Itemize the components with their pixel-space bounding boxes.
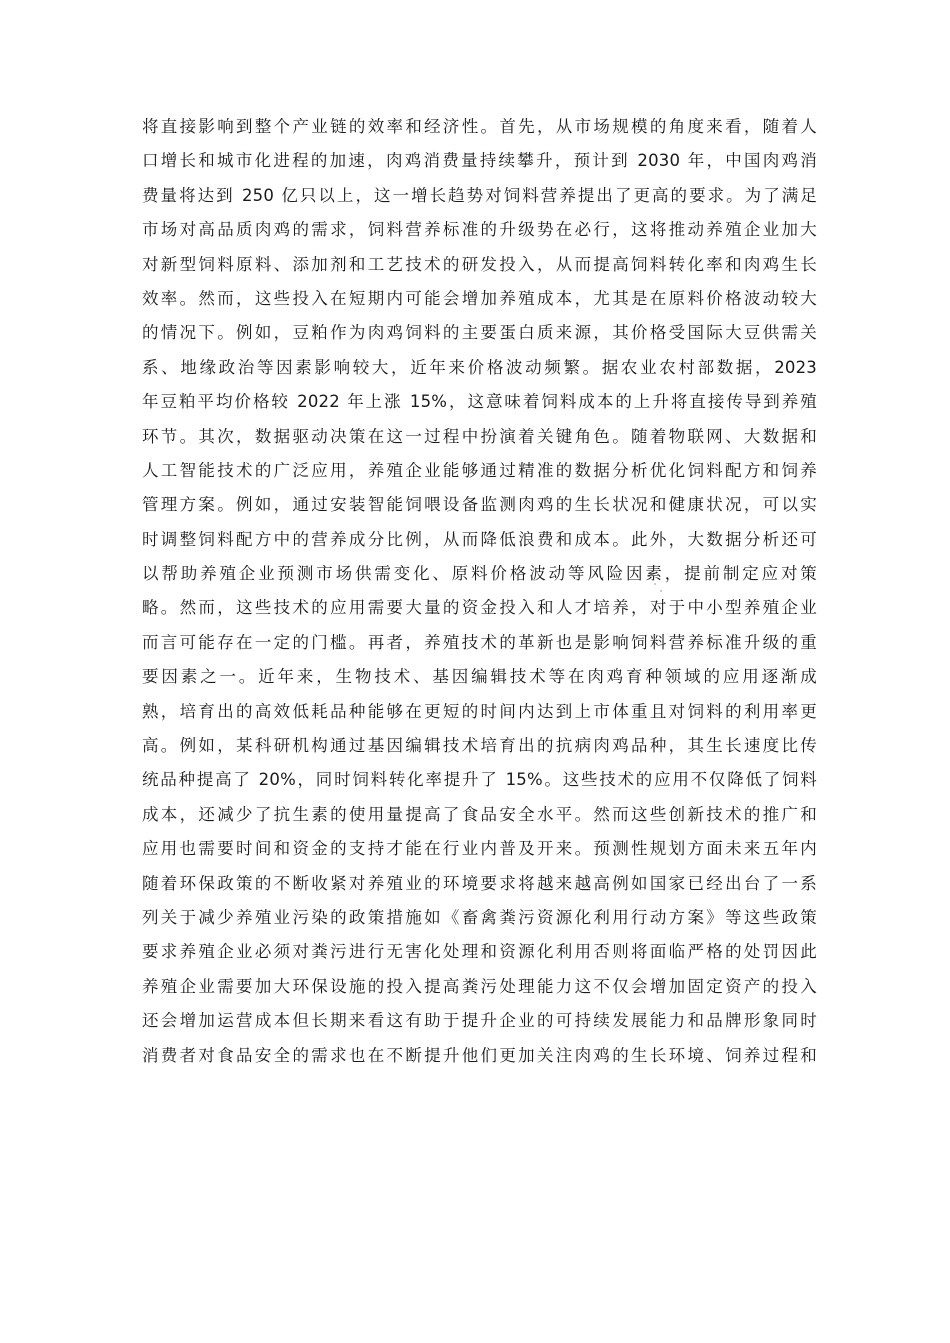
text-line: 环节。其次，数据驱动决策在这一过程中扮演着关键角色。随着物联网、大数据和 — [142, 426, 817, 446]
text-line: 将直接影响到整个产业链的效率和经济性。首先，从市场规模的角度来看，随着人 — [142, 117, 817, 136]
text-line: 熟，培育出的高效低耗品种能够在更短的时间内达到上市体重且对饲料的利用率更 — [142, 701, 817, 721]
text-line: 列关于减少养殖业污染的政策措施如《畜禽粪污资源化利用行动方案》等这些政策 — [142, 907, 817, 927]
text-line: 还会增加运营成本但长期来看这有助于提升企业的可持续发展能力和品牌形象同时 — [142, 1011, 817, 1031]
text-line: 随着环保政策的不断收紧对养殖业的环境要求将越来越高例如国家已经出台了一系 — [142, 873, 817, 893]
text-line: 以帮助养殖企业预测市场供需变化、原料价格波动等风险因素，提前制定应对策 — [142, 564, 817, 584]
text-line: 养殖企业需要加大环保设施的投入提高粪污处理能力这不仅会增加固定资产的投入 — [142, 976, 817, 996]
text-line: 成本，还减少了抗生素的使用量提高了食品安全水平。然而这些创新技术的推广和 — [142, 804, 817, 824]
text-line: 对新型饲料原料、添加剂和工艺技术的研发投入，从而提高饲料转化率和肉鸡生长 — [142, 254, 817, 274]
text-line: 而言可能存在一定的门槛。再者，养殖技术的革新也是影响饲料营养标准升级的重 — [142, 632, 817, 652]
text-line: 略。然而，这些技术的应用需要大量的资金投入和人才培养，对于中小型养殖企业 — [142, 598, 817, 618]
text-line: 效率。然而，这些投入在短期内可能会增加养殖成本，尤其是在原料价格波动较大 — [142, 288, 817, 308]
body-text — [142, 110, 817, 1073]
text-line: 消费者对食品安全的需求也在不断提升他们更加关注肉鸡的生长环境、饲养过程和 — [142, 1045, 817, 1065]
text-line: 口增长和城市化进程的加速，肉鸡消费量持续攀升，预计到 2030 年，中国肉鸡消 — [142, 151, 817, 171]
text-line: 统品种提高了 20%，同时饲料转化率提升了 15%。这些技术的应用不仅降低了饲料 — [142, 770, 817, 790]
text-line: 年豆粕平均价格较 2022 年上涨 15%，这意味着饲料成本的上升将直接传导到养殖 — [142, 392, 817, 412]
text-line: 要求养殖企业必须对粪污进行无害化处理和资源化利用否则将面临严格的处罚因此 — [142, 942, 817, 962]
scan-speck — [660, 590, 662, 592]
text-line: 系、地缘政治等因素影响较大，近年来价格波动频繁。据农业农村部数据，2023 — [142, 357, 817, 377]
text-line: 的情况下。例如，豆粕作为肉鸡饲料的主要蛋白质来源，其价格受国际大豆供需关 — [142, 323, 817, 343]
text-line: 费量将达到 250 亿只以上，这一增长趋势对饲料营养提出了更高的要求。为了满足 — [142, 185, 817, 205]
scan-speck — [654, 583, 656, 585]
text-line: 应用也需要时间和资金的支持才能在行业内普及开来。预测性规划方面未来五年内 — [142, 839, 817, 859]
text-line: 要因素之一。近年来，生物技术、基因编辑技术等在肉鸡育种领域的应用逐渐成 — [142, 667, 817, 687]
text-line: 时调整饲料配方中的营养成分比例，从而降低浪费和成本。此外，大数据分析还可 — [142, 529, 817, 549]
text-line: 高。例如，某科研机构通过基因编辑技术培育出的抗病肉鸡品种，其生长速度比传 — [142, 736, 817, 756]
text-line: 市场对高品质肉鸡的需求，饲料营养标准的升级势在必行，这将推动养殖企业加大 — [142, 220, 817, 240]
text-line: 人工智能技术的广泛应用，养殖企业能够通过精准的数据分析优化饲料配方和饲养 — [142, 460, 817, 480]
text-line: 管理方案。例如，通过安装智能饲喂设备监测肉鸡的生长状况和健康状况，可以实 — [142, 495, 817, 515]
